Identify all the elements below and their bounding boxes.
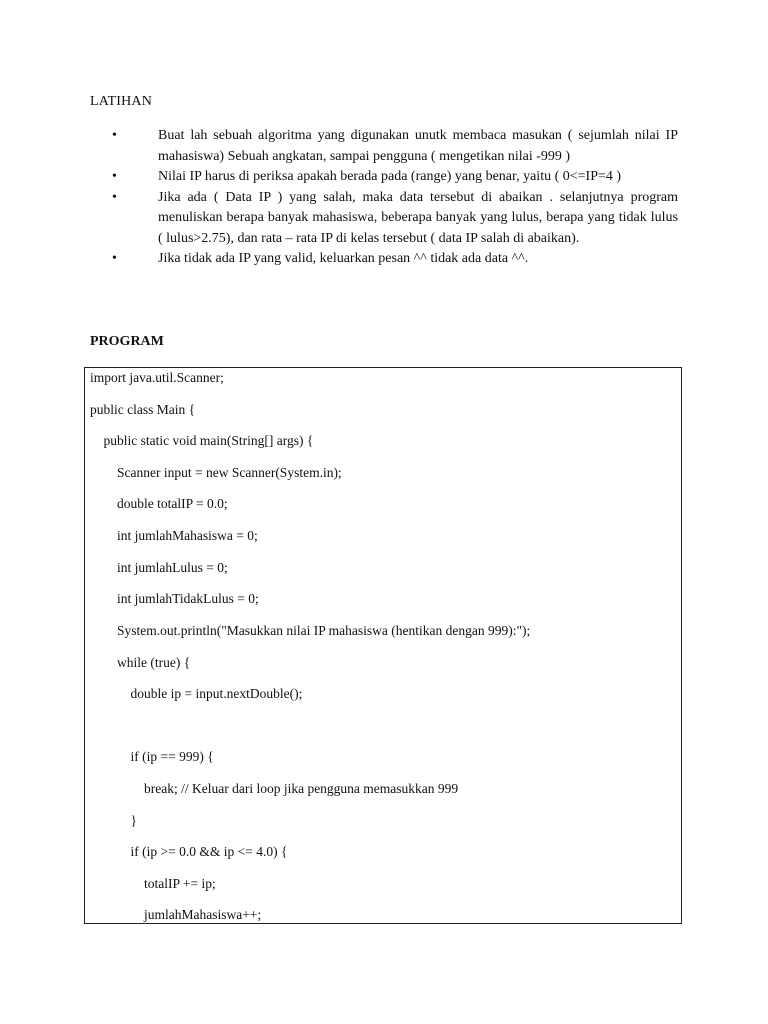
code-line: public class Main {	[90, 402, 196, 417]
list-item-text: Jika ada ( Data IP ) yang salah, maka data tersebut di abaikan . selanjutnya program menuliskan berapa banyak mahasiswa, beberapa banyak yang lulus, berapa yang tidak lulus ( lulus>2.75), dan rata – rata IP di kelas tersebut ( data IP salah di abaikan).	[158, 189, 678, 246]
code-line: totalIP += ip;	[90, 876, 216, 891]
list-item-text: Jika tidak ada IP yang valid, keluarkan pesan ^^ tidak ada data ^^.	[158, 251, 529, 266]
list-item-text: Buat lah sebuah algoritma yang digunakan unutk membaca masukan ( sejumlah nilai IP mahasiswa) Sebuah angkatan, sampai pengguna ( mengetikan nilai -999 )	[158, 128, 678, 164]
bullet-icon: •	[112, 169, 117, 184]
latihan-list	[90, 126, 678, 270]
code-line: double ip = input.nextDouble();	[90, 686, 303, 701]
code-line: int jumlahMahasiswa = 0;	[90, 528, 258, 543]
code-line: break; // Keluar dari loop jika pengguna memasukkan 999	[90, 781, 459, 796]
code-line: Scanner input = new Scanner(System.in);	[90, 465, 342, 480]
bullet-icon: •	[112, 189, 117, 205]
code-line: while (true) {	[90, 655, 191, 670]
list-item	[90, 167, 678, 188]
list-item-text: Nilai IP harus di periksa apakah berada pada (range) yang benar, yaitu ( 0<=IP=4 )	[158, 169, 622, 184]
code-line: int jumlahTidakLulus = 0;	[90, 591, 259, 606]
list-item	[90, 249, 678, 270]
code-line: int jumlahLulus = 0;	[90, 560, 228, 575]
program-heading: PROGRAM	[90, 334, 164, 349]
code-line: jumlahMahasiswa++;	[90, 907, 262, 922]
list-item	[90, 126, 678, 167]
list-item	[90, 188, 678, 250]
code-line: if (ip == 999) {	[90, 749, 214, 764]
code-line: System.out.println("Masukkan nilai IP mahasiswa (hentikan dengan 999):");	[90, 623, 531, 638]
bullet-icon: •	[112, 128, 117, 143]
latihan-heading: LATIHAN	[90, 94, 153, 109]
bullet-icon: •	[112, 251, 117, 266]
code-line: double totalIP = 0.0;	[90, 496, 228, 511]
code-line: }	[90, 813, 137, 828]
code-line: if (ip >= 0.0 && ip <= 4.0) {	[90, 844, 288, 859]
code-block	[84, 367, 682, 924]
code-line: import java.util.Scanner;	[90, 370, 224, 385]
code-line: public static void main(String[] args) {	[90, 433, 314, 448]
